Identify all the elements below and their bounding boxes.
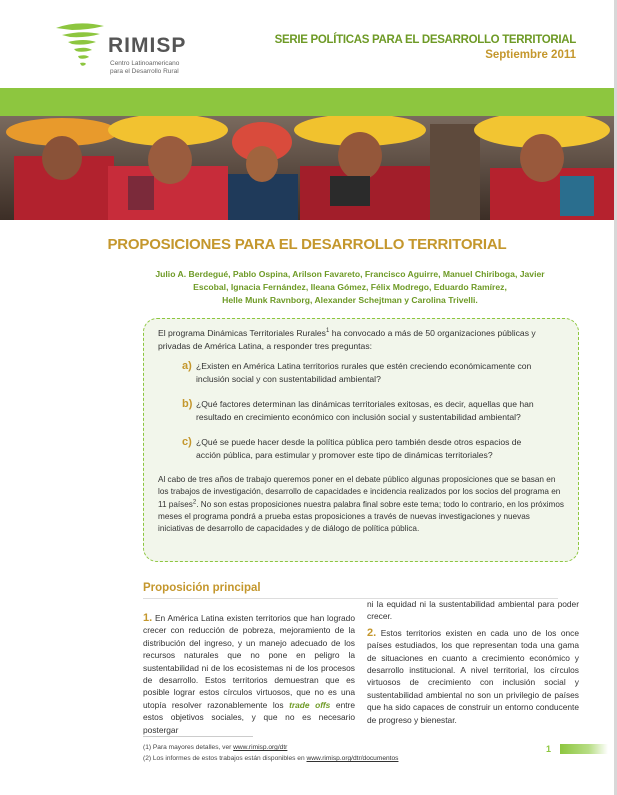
- authors-line3: Helle Munk Ravnborg, Alexander Schejtman y Carolina Trivelli.: [222, 295, 478, 305]
- tornado-logo-icon: [48, 18, 108, 78]
- intro-paragraph: [158, 327, 566, 352]
- intro-text-b: ha convocado a más de 50 organizaciones públicas y privadas de América Latina, a responder tres preguntas:: [158, 328, 536, 351]
- footnote-1-text: (1) Para mayores detalles, ver: [143, 744, 234, 751]
- cover-photo-illustration: [0, 116, 614, 220]
- question-letter: c): [182, 436, 192, 448]
- document-title: PROPOSICIONES PARA EL DESARROLLO TERRITORIAL: [107, 236, 507, 253]
- closing-text-b: . No son estas proposiciones nuestra palabra final sobre este tema; todo lo contrario, en los próximos meses el programa pondrá a prueba estas proposiciones a través de nuevas investigaciones y nuevas iniciativas de desarrollo de capacidades y de diálogo de política pública.: [158, 499, 564, 534]
- footnote-1: [143, 742, 398, 753]
- paragraph-2-text: Estos territorios existen en cada uno de los once países estudiados, los que representan toda una gama de situaciones en cuanto a crecimiento económico y desarrollo institucional. A nivel territorial, los círculos virtuosos de crecimiento con inclusión social y sustentabilidad ambiental no son un privilegio de países que ha sido capaces de construir un entorno conducente de progreso y bienestar.: [367, 627, 579, 725]
- question-letter: b): [182, 398, 193, 410]
- logo-subtitle: [110, 60, 250, 76]
- rimisp-logo: [48, 18, 248, 78]
- logo-name: RIMISP: [108, 34, 187, 57]
- column-left: [143, 612, 355, 736]
- question-text: ¿Qué factores determinan las dinámicas territoriales exitosas, es decir, aquellas que han resultado en crecimiento económico con inclusión social y sustentabilidad ambiental?: [196, 399, 534, 422]
- paragraph-1-text-a: En América Latina existen territorios que han logrado crecer con reducción de pobreza, mejoramiento de la distribución del ingreso, y un manejo adecuado de los recursos naturales que no pone en peligro la sustentabilidad ni de los ecosistemas ni de los procesos de desarrollo. Estos territorios demuestran que es posible lograr estos círculos virtuosos, que no es una utopía resolver razonablemente los: [143, 613, 355, 710]
- question-letter: a): [182, 360, 192, 372]
- closing-text-a: Al cabo de tres años de trabajo queremos poner en el debate público algunas proposiciones que se basan en los trabajos de investigación, desarrollo de capacidades e incidencia realizados por los socios del programa en 11 países: [158, 475, 561, 509]
- series-date: Septiembre 2011: [485, 49, 576, 61]
- paragraph-1-continuation: ni la equidad ni la sustentabilidad ambiental para poder crecer.: [367, 599, 579, 622]
- page-number-bar: [560, 744, 608, 754]
- footnote-2-text: (2) Los informes de estos trabajos están disponibles en: [143, 755, 307, 762]
- intro-text-a: El programa Dinámicas Territoriales Rurales: [158, 328, 326, 338]
- paragraph-number-1: 1.: [143, 612, 153, 624]
- page-header: [0, 0, 614, 88]
- footnote-rule: [143, 736, 253, 737]
- paragraph-1-text-b: entre estos objetivos sociales, y que no es necesario postergar: [143, 699, 355, 735]
- intro-box: [143, 318, 579, 562]
- authors-line1: Julio A. Berdegué, Pablo Ospina, Arilson Favareto, Francisco Aguirre, Manuel Chiriboga, Javier: [155, 269, 545, 279]
- footnote-ref-2: 2: [192, 498, 197, 505]
- logo-subtitle-line1: Centro Latinoamericano: [110, 60, 180, 67]
- series-title: SERIE POLÍTICAS PARA EL DESARROLLO TERRITORIAL: [274, 34, 576, 46]
- cover-photo: [0, 116, 614, 220]
- page-number: 1: [546, 744, 552, 754]
- question-a: [182, 360, 566, 385]
- footnotes: [143, 742, 398, 764]
- footnote-2: [143, 753, 398, 764]
- green-header-band: [0, 88, 614, 116]
- question-text: ¿Existen en América Latina territorios rurales que estén creciendo económicamente con inclusión social y con sustentabilidad ambiental?: [196, 361, 532, 384]
- paragraph-2: [367, 627, 579, 726]
- question-b: [182, 398, 566, 423]
- trade-offs-emphasis: trade offs: [289, 699, 331, 710]
- question-c: [182, 436, 566, 461]
- footnote-2-link[interactable]: www.rimisp.org/dtr/documentos: [306, 755, 399, 762]
- authors: [130, 268, 570, 307]
- paragraph-number-2: 2.: [367, 626, 377, 639]
- series-info: [275, 34, 576, 61]
- footnote-1-link[interactable]: www.rimisp.org/dtr: [233, 744, 288, 751]
- column-right: [367, 598, 579, 726]
- authors-line2: Escobal, Ignacia Fernández, Ileana Gómez, Félix Modrego, Eduardo Ramírez,: [193, 282, 507, 292]
- logo-subtitle-line2: para el Desarrollo Rural: [110, 68, 179, 75]
- closing-paragraph: [158, 474, 566, 535]
- section-title: Proposición principal: [143, 582, 261, 594]
- question-text: ¿Qué se puede hacer desde la política pública pero también desde otros espacios de acción pública, para estimular y promover este tipo de dinámicas territoriales?: [196, 437, 522, 460]
- footnote-ref-1: 1: [325, 328, 330, 335]
